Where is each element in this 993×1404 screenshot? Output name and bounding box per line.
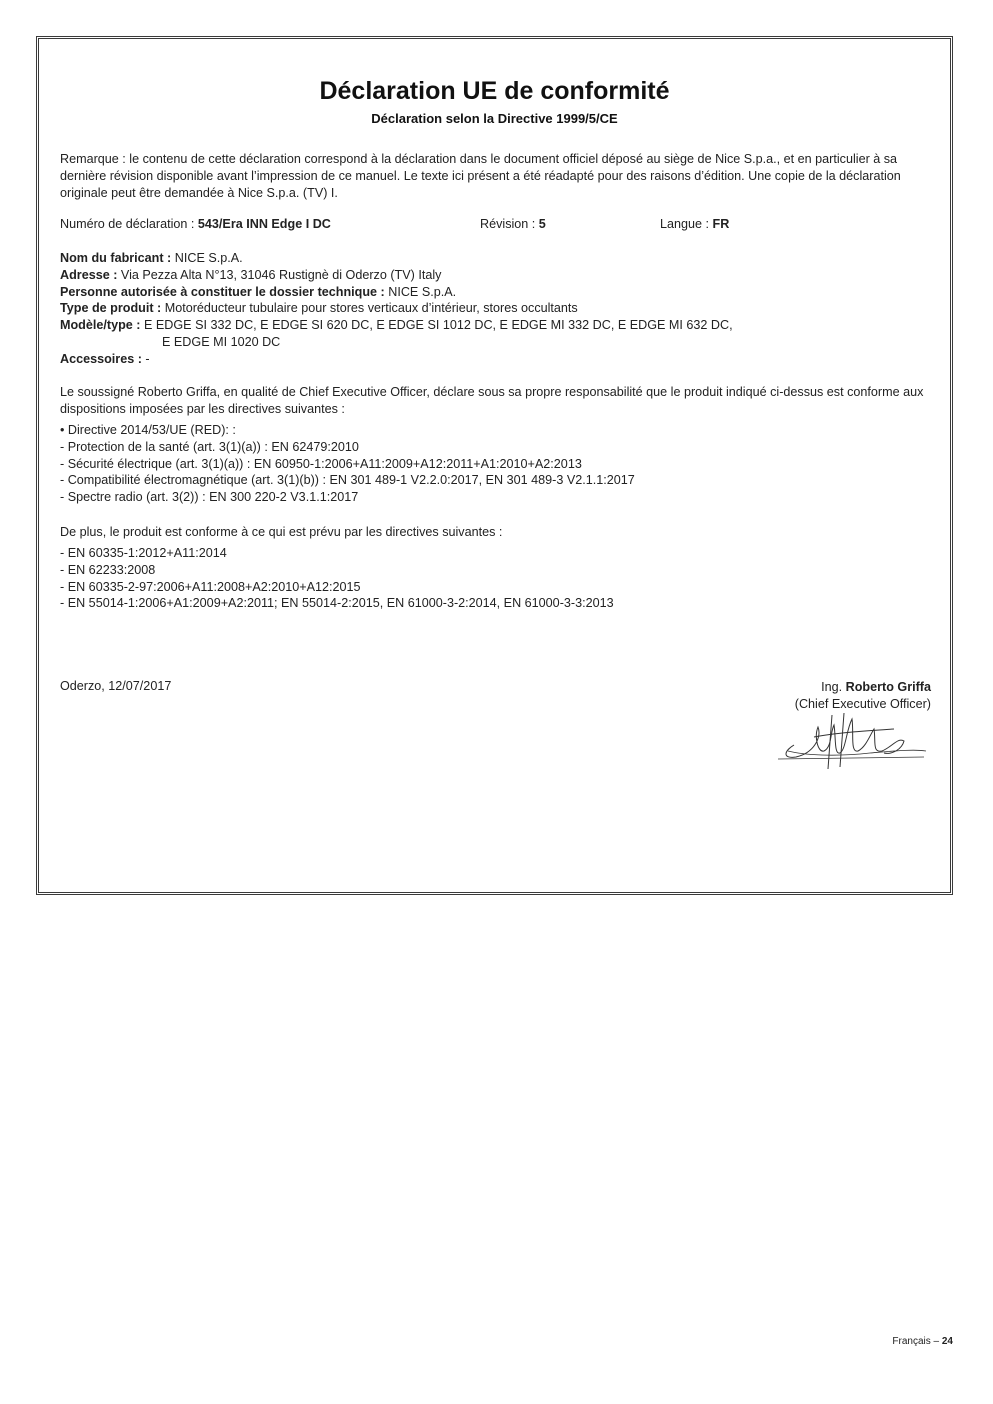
signer-name-line [795, 679, 931, 696]
directive-item: - Protection de la santé (art. 3(1)(a)) : EN 62479:2010 [60, 439, 359, 454]
remark-paragraph: Remarque : le contenu de cette déclaration correspond à la déclaration dans le document officiel déposé au siège de Nice S.p.a., et en particulier à sa dernière révision disponible avant l’impression de ce manuel. Le texte ici présent a été réadapté pour des raisons d’édition. Une copie de la déclaration originale peut être demandée à Nice S.p.a. (TV) I. [60, 152, 901, 200]
revision-value: 5 [538, 217, 546, 231]
document-title: Déclaration UE de conformité [319, 77, 670, 105]
manufacturer-label: Nom du fabricant : [60, 251, 172, 265]
signer-name: Roberto Griffa [845, 680, 931, 694]
authorized-person-value: NICE S.p.A. [388, 284, 457, 299]
language-value: FR [712, 217, 730, 231]
model-value: E EDGE SI 332 DC, E EDGE SI 620 DC, E EDGE SI 1012 DC, E EDGE MI 332 DC, E EDGE MI 632 DC, [143, 318, 733, 333]
standard-item: - EN 55014-1:2006+A1:2009+A2:2011; EN 55014-2:2015, EN 61000-3-2:2014, EN 61000-3-3:2013 [60, 596, 614, 611]
authorized-person-label: Personne autorisée à constituer le dossier technique : [60, 284, 385, 299]
additional-intro: De plus, le produit est conforme à ce qui est prévu par les directives suivantes : [60, 525, 503, 539]
standard-item: - EN 62233:2008 [60, 562, 156, 577]
accessories-value: - [145, 351, 150, 366]
declaration-number-value: 543/Era INN Edge I DC [197, 217, 331, 231]
accessories-label: Accessoires : [60, 351, 142, 366]
declaration-revision [480, 216, 660, 233]
directive-list [60, 422, 936, 506]
declaration-number [60, 216, 480, 233]
product-type-row [60, 300, 936, 317]
address-label: Adresse : [60, 267, 118, 282]
declaration-language [660, 216, 729, 233]
declaration-frame [38, 38, 951, 893]
model-row [60, 317, 936, 334]
declaration-number-label: Numéro de déclaration : [60, 217, 195, 231]
document-subtitle: Déclaration selon la Directive 1999/5/CE [371, 111, 618, 126]
directive-item: - Compatibilité électromagnétique (art. 3(1)(b)) : EN 301 489-1 V2.2.0:2017, EN 301 489-3 V2.1.1:2017 [60, 473, 635, 488]
standard-item: - EN 60335-2-97:2006+A11:2008+A2:2010+A12:2015 [60, 579, 361, 594]
directive-item: • Directive 2014/53/UE (RED): : [60, 423, 236, 437]
footer-language: Français – [892, 1336, 940, 1347]
place-and-date: Oderzo, 12/07/2017 [60, 679, 172, 693]
directive-item: - Sécurité électrique (art. 3(1)(a)) : EN 60950-1:2006+A11:2009+A12:2011+A1:2010+A2:2013 [60, 456, 582, 471]
signer-role: (Chief Executive Officer) [794, 697, 931, 711]
declaration-line [60, 216, 936, 233]
manufacturer-info [60, 250, 936, 368]
language-label: Langue : [660, 217, 710, 231]
directive-item: - Spectre radio (art. 3(2)) : EN 300 220-2 V3.1.1:2017 [60, 490, 359, 505]
manufacturer-value: NICE S.p.A. [174, 251, 243, 265]
product-type-value: Motoréducteur tubulaire pour stores verticaux d’intérieur, stores occultants [164, 301, 578, 316]
model-row-continued [60, 334, 936, 351]
additional-standards-list [60, 545, 936, 612]
signer-prefix: Ing. [821, 680, 843, 694]
model-value-continued: E EDGE MI 1020 DC [162, 334, 281, 349]
revision-label: Révision : [480, 217, 536, 231]
handwritten-signature [774, 707, 930, 769]
model-label: Modèle/type : [60, 318, 141, 333]
page-footer [892, 1336, 953, 1347]
responsibility-statement: Le soussigné Roberto Griffa, en qualité de Chief Executive Officer, déclare sous sa propre responsabilité que le produit indiqué ci-dessus est conforme aux dispositions imposées par les directives suivantes : [60, 385, 924, 416]
page-number: 24 [941, 1336, 953, 1347]
authorized-person-row [60, 284, 936, 301]
accessories-row [60, 351, 936, 368]
product-type-label: Type de produit : [60, 301, 162, 316]
manufacturer-row [60, 250, 936, 267]
address-value: Via Pezza Alta N°13, 31046 Rustignè di Oderzo (TV) Italy [120, 267, 442, 282]
standard-item: - EN 60335-1:2012+A11:2014 [60, 546, 227, 560]
address-row [60, 267, 936, 284]
